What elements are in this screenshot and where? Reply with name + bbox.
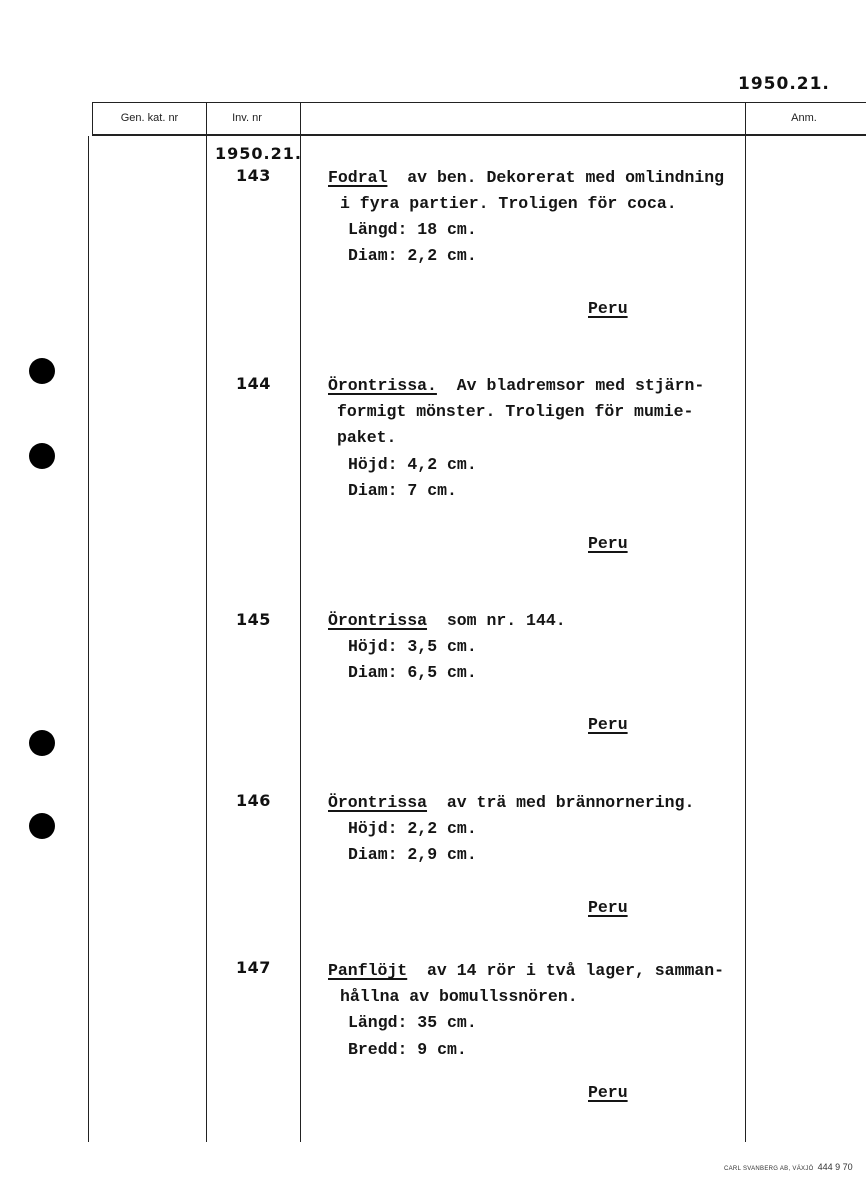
description-line: av ben. Dekorerat med omlindning (407, 168, 725, 187)
inv-number: 144 (236, 374, 271, 393)
inv-number: 147 (236, 958, 271, 977)
text-column-rule (300, 102, 301, 1142)
measurement-line: Höjd: 2,2 cm. (348, 819, 477, 838)
description-line: av trä med brännornering. (446, 793, 695, 812)
printer-name: CARL SVANBERG AB, VÄXJÖ (724, 1166, 814, 1172)
form-code: 444 9 70 (817, 1162, 853, 1172)
page-number: 1950.21. (738, 74, 830, 94)
entry-text (328, 168, 724, 187)
object-term: Örontrissa. (328, 376, 437, 395)
description-line: som nr. 144. (446, 611, 566, 630)
object-term: Örontrissa (328, 611, 428, 630)
punch-hole (29, 358, 55, 384)
measurement-line: Höjd: 3,5 cm. (348, 637, 477, 656)
gen-kat-header: Gen. kat. nr (120, 112, 179, 124)
measurement-line: Höjd: 4,2 cm. (348, 455, 477, 474)
inv-number: 146 (236, 791, 271, 810)
measurement-line: Diam: 2,9 cm. (348, 845, 477, 864)
measurement-line: Bredd: 9 cm. (348, 1040, 467, 1059)
header-bottom-rule (92, 134, 866, 136)
object-term: Panflöjt (328, 961, 408, 980)
punch-hole (29, 443, 55, 469)
origin-label: Peru (588, 715, 628, 734)
description-line: paket. (337, 428, 397, 447)
series-heading: 1950.21. (215, 144, 302, 163)
description-line: Av bladremsor med stjärn- (456, 376, 705, 395)
printer-imprint (724, 1157, 853, 1175)
anm-column-rule (745, 102, 746, 1142)
inv-number: 143 (236, 166, 271, 185)
anm-header: Anm. (791, 112, 817, 124)
origin-label: Peru (588, 534, 628, 553)
origin-label: Peru (588, 898, 628, 917)
object-term: Fodral (328, 168, 388, 187)
inv-header: Inv. nr (232, 112, 262, 124)
measurement-line: Diam: 2,2 cm. (348, 246, 477, 265)
description-line: hållna av bomullssnören. (340, 987, 578, 1006)
inv-number: 145 (236, 610, 271, 629)
description-line: i fyra partier. Troligen för coca. (340, 194, 677, 213)
measurement-line: Längd: 35 cm. (348, 1013, 477, 1032)
measurement-line: Diam: 6,5 cm. (348, 663, 477, 682)
origin-label: Peru (588, 1083, 628, 1102)
entry-text (328, 961, 724, 980)
punch-hole (29, 813, 55, 839)
measurement-line: Längd: 18 cm. (348, 220, 477, 239)
punch-hole (29, 730, 55, 756)
entry-text (328, 376, 704, 395)
entry-text (328, 611, 566, 630)
origin-label: Peru (588, 299, 628, 318)
inv-column-rule (206, 102, 207, 1142)
measurement-line: Diam: 7 cm. (348, 481, 457, 500)
description-line: av 14 rör i två lager, samman- (427, 961, 725, 980)
header-top-rule (92, 102, 866, 103)
object-term: Örontrissa (328, 793, 428, 812)
description-line: formigt mönster. Troligen för mumie- (337, 402, 694, 421)
gen-kat-column-rule (88, 136, 89, 1142)
entry-text (328, 793, 694, 812)
